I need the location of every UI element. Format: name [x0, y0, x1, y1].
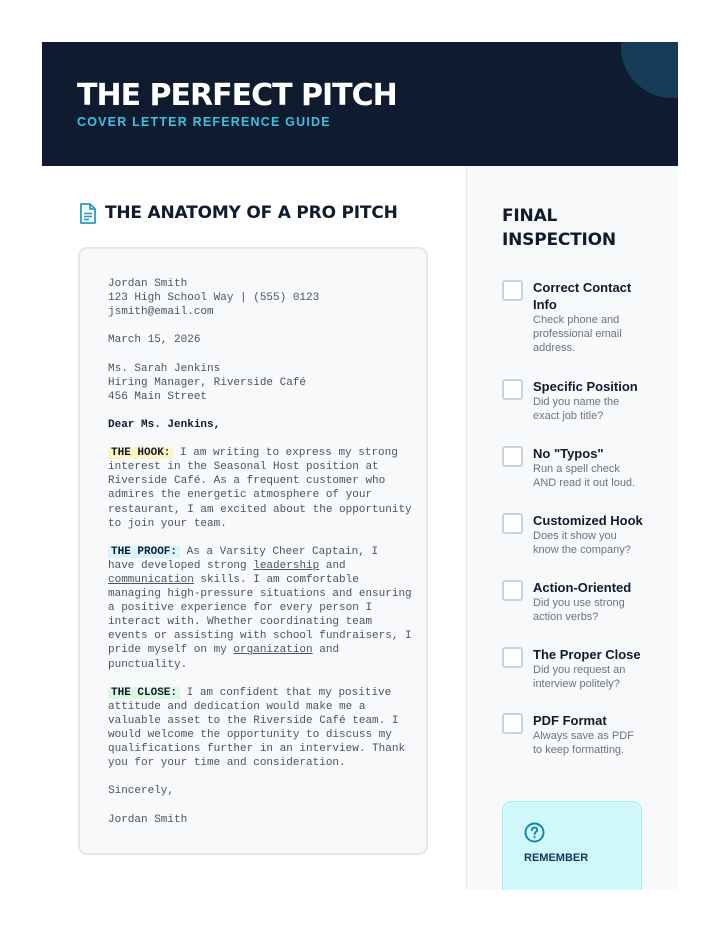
hook-paragraph: THE HOOK: I am writing to express my strong interest in the Seasonal Host position at Riverside Café. As a frequent customer who admires the energetic atmosphere of your restaurant, I am excited about the opportunity to join your team. [108, 447, 412, 530]
question-circle-icon [524, 822, 545, 843]
close-paragraph: THE CLOSE: I am confident that my positive attitude and dedication would make me a valuable asset to the Riverside Café team. I would welcome the opportunity to discuss my qualifications further in an interview. Thank you for your time and consideration. [108, 686, 406, 770]
checklist-desc: Did you name the exact job title? [533, 396, 620, 422]
remember-label: REMEMBER [524, 852, 589, 864]
recipient-name: Ms. Sarah Jenkins [108, 362, 221, 375]
header-banner [42, 42, 678, 166]
checklist-desc: Did you request an interview politely? [533, 664, 626, 690]
page-subtitle: COVER LETTER REFERENCE GUIDE [77, 115, 331, 129]
proof-tag: THE PROOF: [108, 546, 180, 558]
checklist-label: PDF Format [533, 713, 607, 728]
checkbox[interactable] [502, 580, 523, 601]
signature: Jordan Smith [108, 813, 188, 826]
checkbox[interactable] [502, 713, 523, 734]
proof-paragraph: THE PROOF: As a Varsity Cheer Captain, I have developed strong leadership and communication skills. I am comfortable managing high-pressure situations and ensuring a positive experience for every person I interact with. Whether coordinating team events or assisting with school fundraisers, I pride myself on my organization and punctuality. [108, 545, 412, 671]
checkbox[interactable] [502, 280, 523, 301]
sender-block [108, 277, 414, 319]
guide-page [42, 42, 678, 890]
sender-name: Jordan Smith [108, 278, 188, 290]
sender-address: 123 High School Way | (555) 0123 [108, 292, 320, 305]
document-icon [79, 203, 97, 224]
checkbox[interactable] [502, 379, 523, 400]
checklist-label: The Proper Close [533, 647, 641, 662]
recipient-title: Hiring Manager, Riverside Café [108, 376, 307, 389]
remember-callout [502, 801, 642, 890]
cover-letter-sample [78, 247, 428, 855]
checklist-sidebar [466, 166, 678, 890]
sidebar-title: FINAL INSPECTION [502, 206, 616, 250]
salutation: Dear Ms. Jenkins, [108, 418, 221, 431]
page-title: THE PERFECT PITCH [77, 78, 397, 113]
hook-tag: THE HOOK: [108, 447, 173, 459]
recipient-address: 456 Main Street [108, 390, 208, 403]
checklist-label: Customized Hook [533, 513, 643, 528]
checklist-label: Correct Contact Info [533, 280, 632, 312]
recipient-block [108, 362, 414, 404]
checkbox[interactable] [502, 446, 523, 467]
keyword-organization: organization [233, 644, 313, 657]
decorative-circle [621, 42, 678, 98]
checkbox[interactable] [502, 647, 523, 668]
checklist-label: Action-Oriented [533, 580, 632, 595]
checklist-desc: Always save as PDF to keep formatting. [533, 730, 634, 756]
checklist-desc: Did you use strong action verbs? [533, 597, 625, 623]
close-tag: THE CLOSE: [108, 687, 180, 699]
keyword-leadership: leadership [253, 559, 320, 572]
signoff: Sincerely, [108, 785, 175, 798]
checklist-label: Specific Position [533, 379, 638, 394]
checklist-label: No "Typos" [533, 446, 604, 461]
keyword-communication: communication [108, 573, 194, 586]
checklist-desc: Does it show you know the company? [533, 530, 631, 556]
checklist-desc: Check phone and professional email address. [533, 314, 622, 354]
checklist-desc: Run a spell check AND read it out loud. [533, 463, 636, 489]
section-title: THE ANATOMY OF A PRO PITCH [105, 203, 398, 223]
checkbox[interactable] [502, 513, 523, 534]
letter-text [108, 277, 414, 841]
letter-date: March 15, 2026 [108, 334, 201, 347]
sender-email: jsmith@email.com [108, 306, 214, 319]
